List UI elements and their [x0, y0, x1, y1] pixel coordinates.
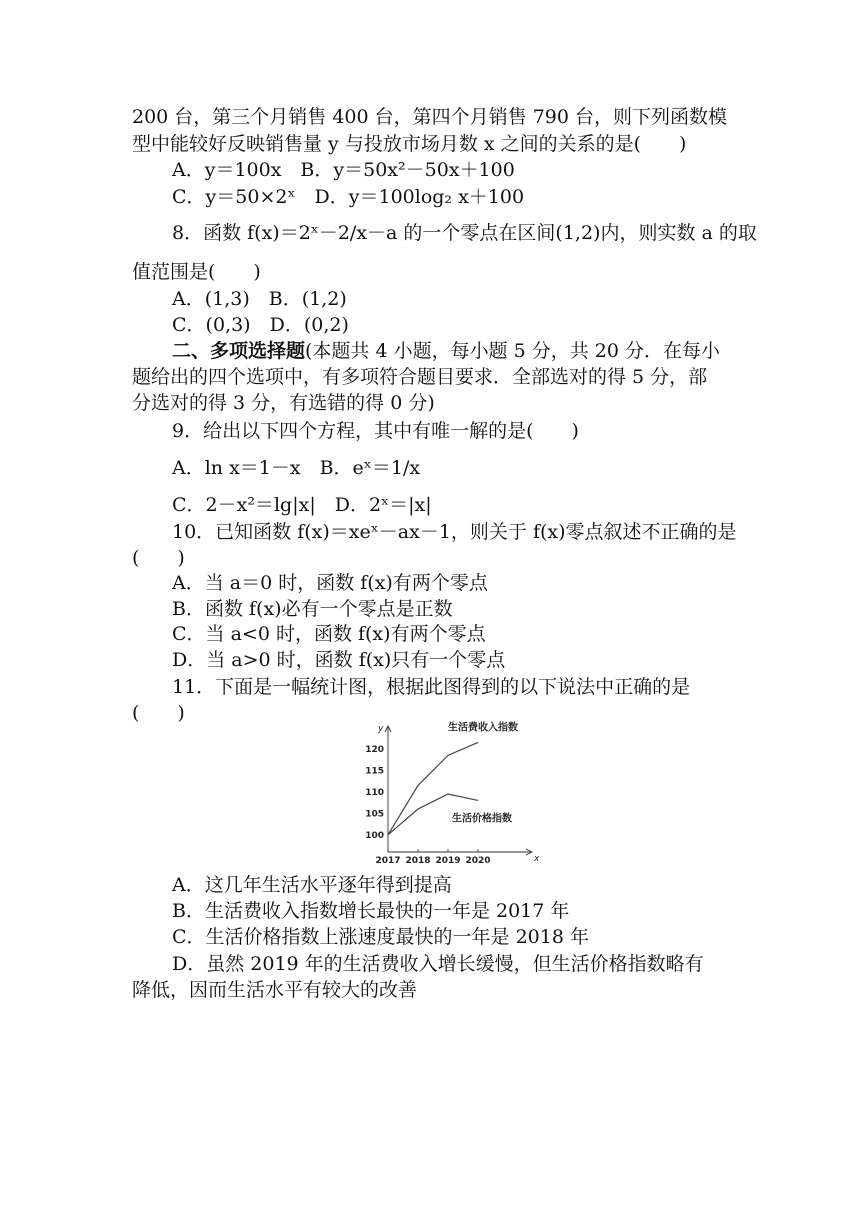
option-line: C．2－x²＝lg|x| D．2ˣ＝|x|: [172, 494, 432, 516]
option-line: C．当 a<0 时，函数 f(x)有两个零点: [172, 623, 486, 645]
option-line: C．y＝50×2ˣ D．y＝100log₂ x＋100: [172, 186, 525, 208]
text-line: 分选对的得 3 分，有选错的得 0 分): [132, 392, 435, 414]
chart-axes: [377, 724, 540, 864]
x-axis-label: x: [534, 854, 540, 864]
option-line: A．这几年生活水平逐年得到提高: [172, 874, 452, 896]
text-line: 题给出的四个选项中，有多项符合题目要求．全部选对的得 5 分，部: [132, 366, 708, 388]
option-line: D．当 a>0 时，函数 f(x)只有一个零点: [172, 649, 506, 671]
y-tick-label: 105: [365, 809, 384, 820]
y-tick-label: 100: [365, 830, 384, 841]
y-tick-label: 115: [365, 766, 384, 777]
question-8: 8．函数 f(x)＝2ˣ－2/x－a 的一个零点在区间(1,2)内，则实数 a 的取: [172, 222, 757, 244]
text-line: ( ): [132, 547, 185, 569]
text-line: 200 台，第三个月销售 400 台，第四个月销售 790 台，则下列函数模: [132, 106, 727, 128]
chart-ticks: [365, 745, 490, 866]
question-10: 10．已知函数 f(x)＝xeˣ－ax－1，则关于 f(x)零点叙述不正确的是: [172, 521, 737, 543]
y-tick-label: 110: [365, 787, 384, 798]
question-9: 9．给出以下四个方程，其中有唯一解的是( ): [172, 420, 579, 442]
question-11: 11．下面是一幅统计图，根据此图得到的以下说法中正确的是: [172, 676, 691, 698]
section-header: [172, 338, 720, 364]
statistics-chart: [360, 720, 540, 866]
text-line: ( ): [132, 702, 185, 724]
option-line: B．函数 f(x)必有一个零点是正数: [172, 598, 453, 620]
x-tick-label: 2020: [465, 856, 491, 866]
option-line: A．(1,3) B．(1,2): [172, 288, 347, 310]
option-line: D．虽然 2019 年的生活费收入增长缓慢，但生活价格指数略有: [172, 953, 704, 975]
series-label: 生活价格指数: [452, 813, 512, 825]
x-tick-label: 2019: [435, 856, 461, 866]
option-line: A．当 a＝0 时，函数 f(x)有两个零点: [172, 572, 488, 594]
text-line: 值范围是( ): [132, 261, 261, 283]
x-tick-label: 2017: [375, 856, 401, 866]
series-label: 生活费收入指数: [448, 722, 518, 734]
section-title: 二、多项选择题: [172, 340, 306, 362]
option-line: A．y＝100x B．y＝50x²－50x＋100: [172, 159, 515, 181]
y-axis-label: y: [378, 724, 384, 734]
section-desc: (本题共 4 小题，每小题 5 分，共 20 分．在每小: [305, 340, 721, 362]
option-line: A．ln x＝1－x B．eˣ＝1/x: [172, 457, 421, 479]
option-line: B．生活费收入指数增长最快的一年是 2017 年: [172, 900, 570, 922]
text-line: 型中能较好反映销售量 y 与投放市场月数 x 之间的关系的是( ): [132, 133, 687, 155]
chart-series: [388, 720, 518, 834]
option-line: C．生活价格指数上涨速度最快的一年是 2018 年: [172, 926, 589, 948]
text-line: 降低，因而生活水平有较大的改善: [132, 979, 418, 1001]
option-line: C．(0,3) D．(0,2): [172, 314, 349, 336]
y-tick-label: 120: [365, 744, 384, 755]
x-tick-label: 2018: [405, 856, 431, 866]
